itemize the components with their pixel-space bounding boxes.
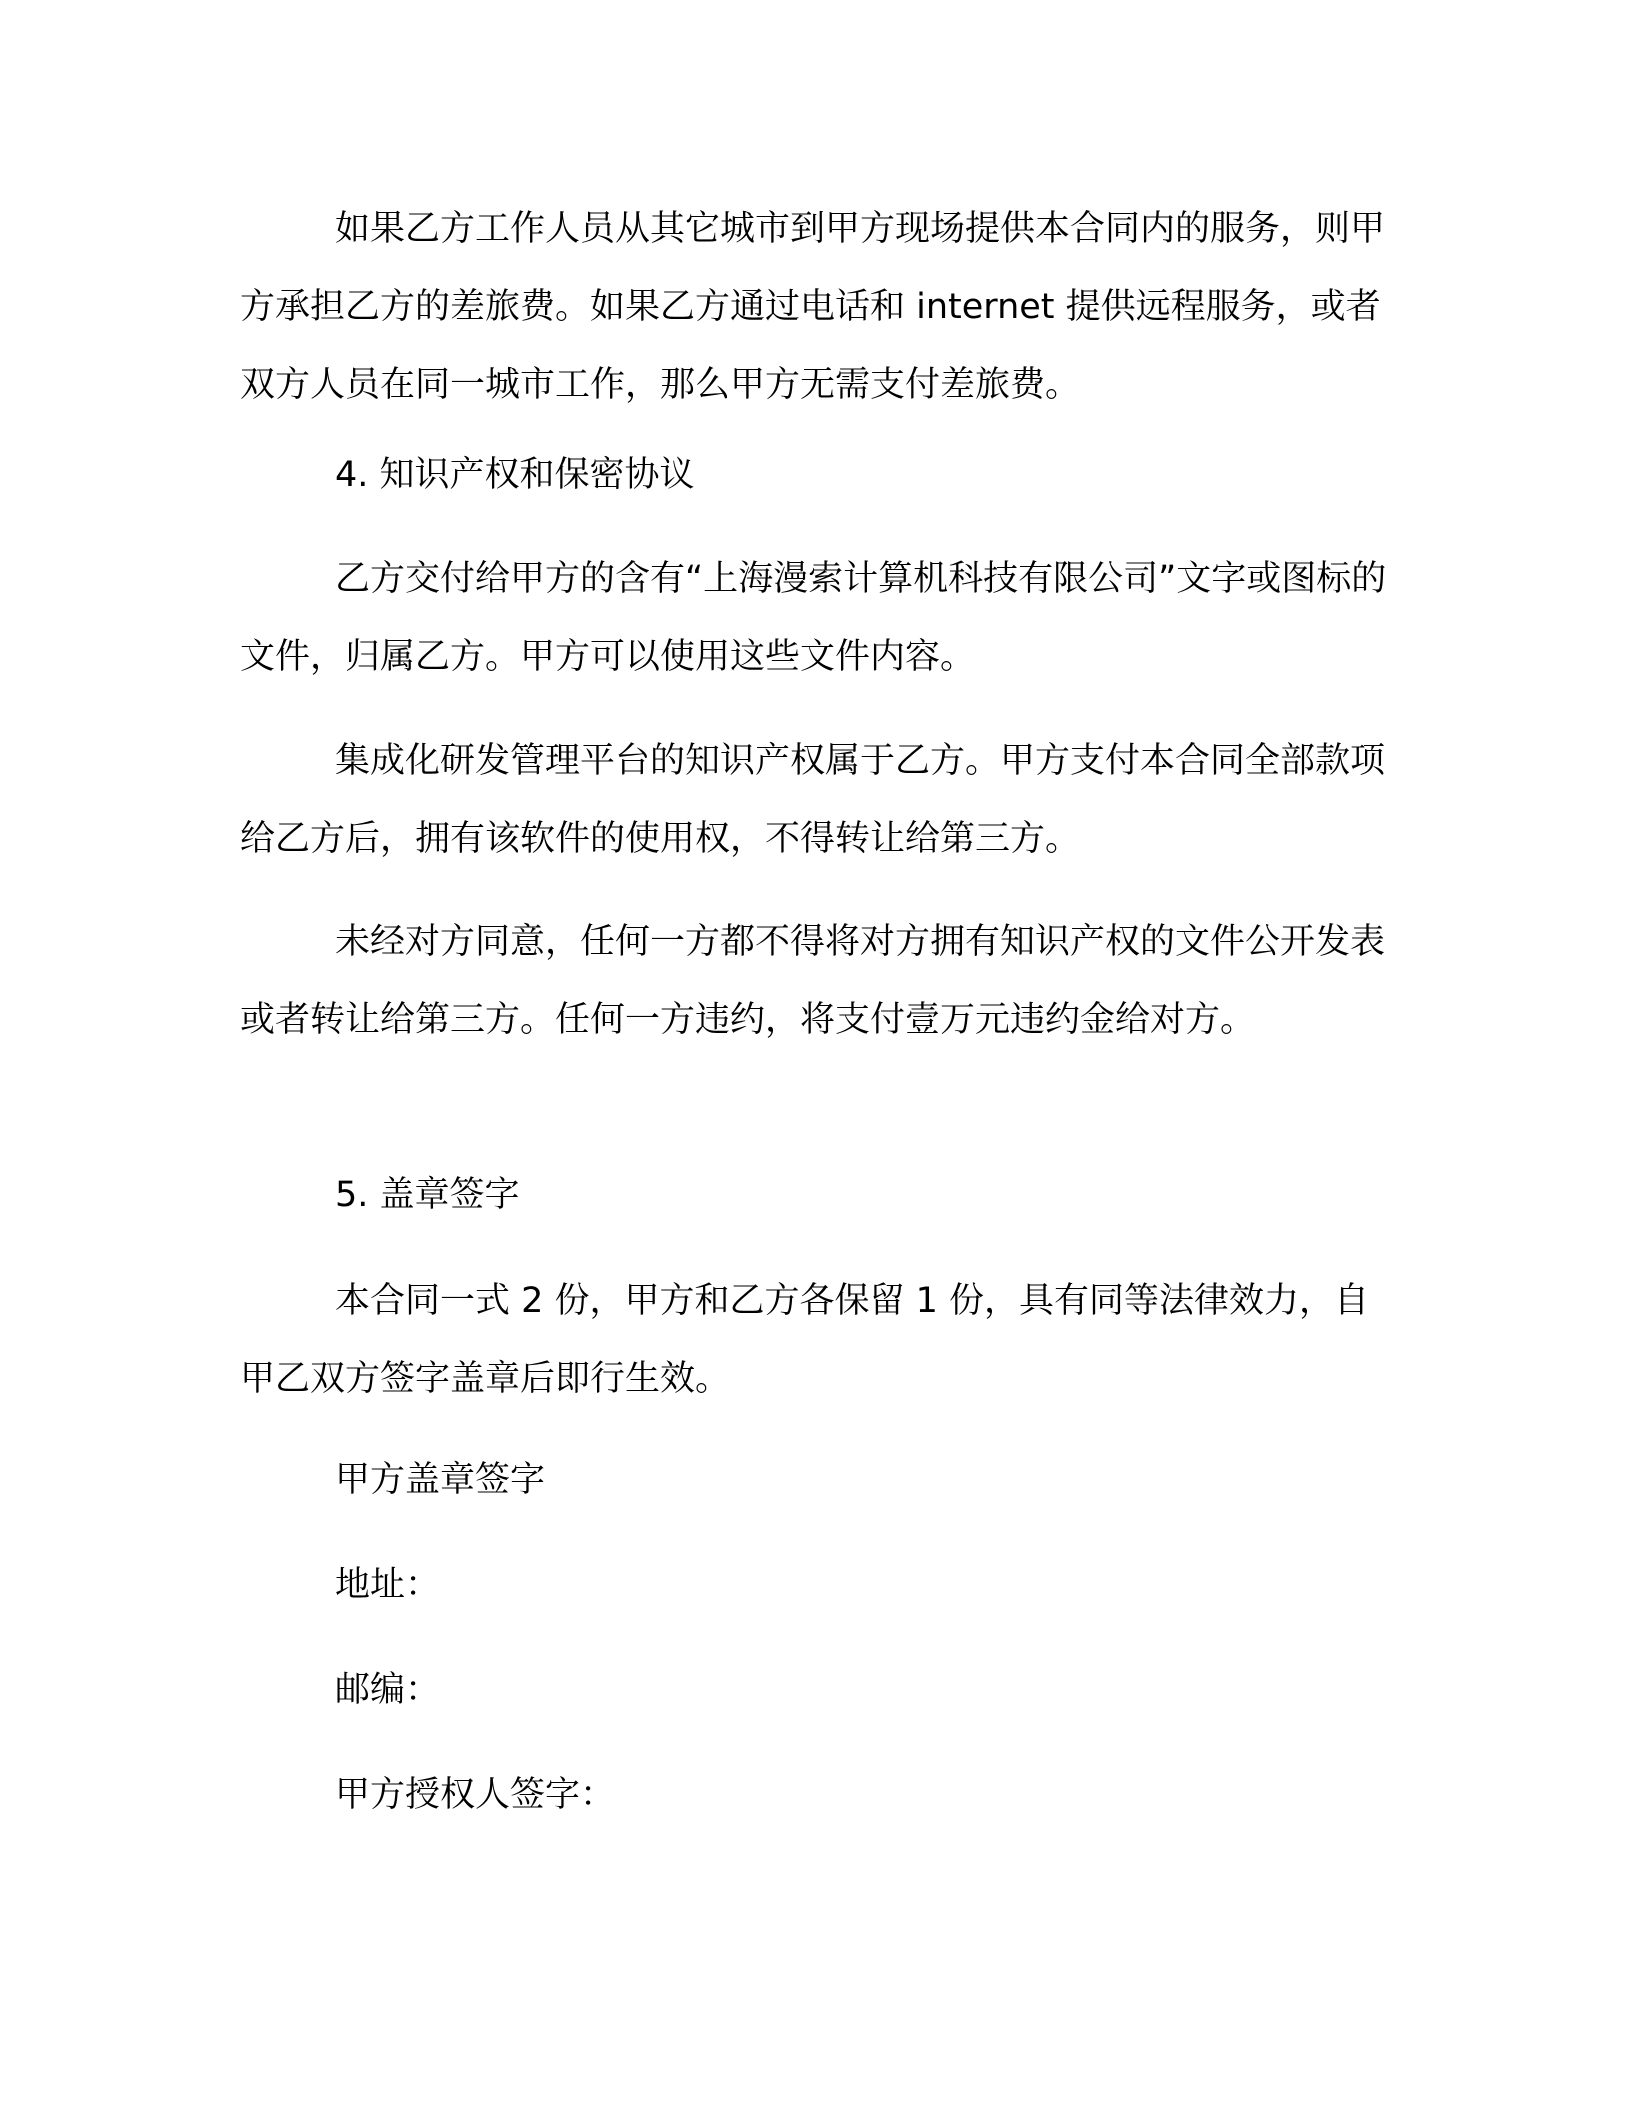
paragraph-copies: 本合同一式 2 份，甲方和乙方各保留 1 份，具有同等法律效力，自甲乙双方签字盖章后即行生效。 xyxy=(240,1281,1370,1399)
paragraph-confidentiality: 未经对方同意，任何一方都不得将对方拥有知识产权的文件公开发表或者转让给第三方。任何一方违约，将支付壹万元违约金给对方。 xyxy=(240,922,1386,1040)
party-a-seal-label: 甲方盖章签字 xyxy=(335,1460,546,1500)
section-4-heading: 4. 知识产权和保密协议 xyxy=(335,455,695,495)
paragraph-travel-expenses: 如果乙方工作人员从其它城市到甲方现场提供本合同内的服务，则甲方承担乙方的差旅费。如果乙方通过电话和 internet 提供远程服务，或者双方人员在同一城市工作，那么甲方无需支付差旅费。 xyxy=(240,209,1386,405)
address-label: 地址： xyxy=(335,1565,441,1605)
paragraph-ip-platform: 集成化研发管理平台的知识产权属于乙方。甲方支付本合同全部款项给乙方后，拥有该软件的使用权，不得转让给第三方。 xyxy=(240,741,1386,859)
paragraph-ip-files: 乙方交付给甲方的含有“上海漫索计算机科技有限公司”文字或图标的文件，归属乙方。甲方可以使用这些文件内容。 xyxy=(240,559,1387,677)
postcode-label: 邮编： xyxy=(335,1670,441,1710)
authorized-signature-label: 甲方授权人签字： xyxy=(335,1775,616,1815)
section-5-heading: 5. 盖章签字 xyxy=(335,1175,520,1215)
